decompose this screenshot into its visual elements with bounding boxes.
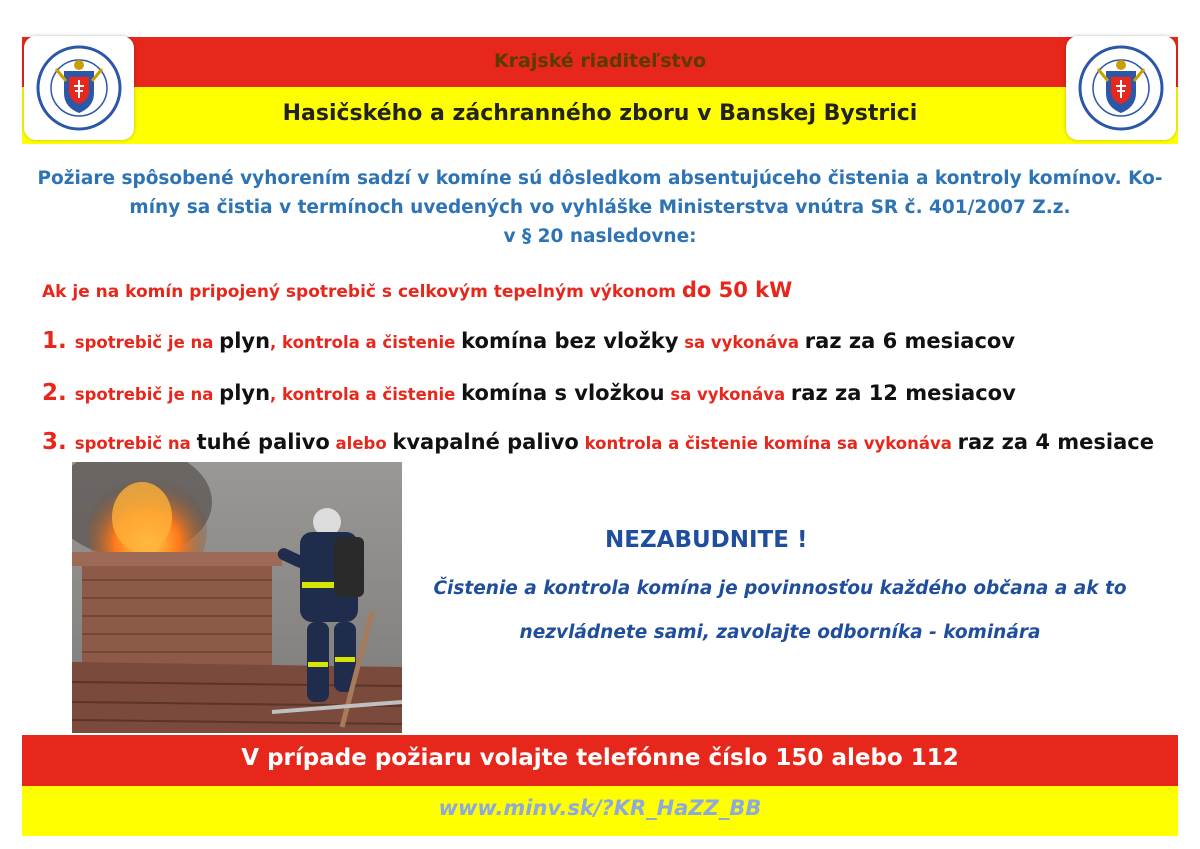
emergency-phone-notice: V prípade požiaru volajte telefónne číslo 150 alebo 112 <box>241 745 959 771</box>
rule-item <box>42 429 1154 455</box>
fire-brigade-logo-right <box>1066 36 1176 140</box>
rule-chimney-type: komína bez vložky <box>461 329 679 353</box>
rule-text: sa vykonáva <box>664 385 791 404</box>
rule-text: spotrebič je na <box>74 385 220 404</box>
reminder-title: NEZABUDNITE ! <box>605 527 808 553</box>
reminder-line: Čistenie a kontrola komína je povinnosťou každého občana a ak to <box>433 578 1127 599</box>
rule-fuel: plyn <box>219 381 271 405</box>
fire-brigade-logo-left <box>24 36 134 140</box>
rule-interval: raz za 12 mesiacov <box>790 381 1016 405</box>
rule-interval: raz za 4 mesiace <box>957 430 1154 454</box>
website-link[interactable]: www.minv.sk/?KR_HaZZ_BB <box>438 796 762 820</box>
chimney-fire-photo <box>72 462 402 733</box>
rule-text: spotrebič je na <box>74 333 220 352</box>
intro-line: míny sa čistia v termínoch uvedených vo vyhláške Ministerstva vnútra SR č. 401/2007 Z.z. <box>129 197 1071 218</box>
rule-text: alebo <box>329 434 393 453</box>
rule-fuel: plyn <box>219 329 271 353</box>
rule-text: spotrebič na <box>74 434 197 453</box>
condition-text: Ak je na komín pripojený spotrebič s celkovým tepelným výkonom <box>42 282 682 302</box>
header-subtitle: Hasičského a záchranného zboru v Banskej Bystrici <box>282 101 918 126</box>
emblem-icon <box>34 41 124 135</box>
rule-fuel: kvapalné palivo <box>392 430 579 454</box>
rule-text: , kontrola a čistenie <box>270 385 462 404</box>
intro-line: Požiare spôsobené vyhorením sadzí v komíne sú dôsledkom absentujúceho čistenia a kontroly komínov. Ko- <box>37 168 1163 189</box>
rule-number: 1. <box>42 328 67 354</box>
rule-text: , kontrola a čistenie <box>270 333 462 352</box>
emblem-icon <box>1076 41 1166 135</box>
header-title: Krajské riaditeľstvo <box>493 50 707 72</box>
intro-paragraph <box>30 164 1170 251</box>
rule-number: 2. <box>42 380 67 406</box>
rule-text: kontrola a čistenie komína sa vykonáva <box>578 434 958 453</box>
rule-number: 3. <box>42 429 67 455</box>
reminder-line: nezvládnete sami, zavolajte odborníka - kominára <box>519 622 1041 643</box>
rule-interval: raz za 6 mesiacov <box>804 329 1016 353</box>
power-condition <box>42 278 792 302</box>
rule-fuel: tuhé palivo <box>196 430 330 454</box>
rule-item <box>42 328 1015 354</box>
intro-line: v § 20 nasledovne: <box>503 226 697 247</box>
rule-item <box>42 380 1016 406</box>
rule-chimney-type: komína s vložkou <box>461 381 665 405</box>
condition-highlight: do 50 kW <box>681 278 793 302</box>
rule-text: sa vykonáva <box>678 333 805 352</box>
